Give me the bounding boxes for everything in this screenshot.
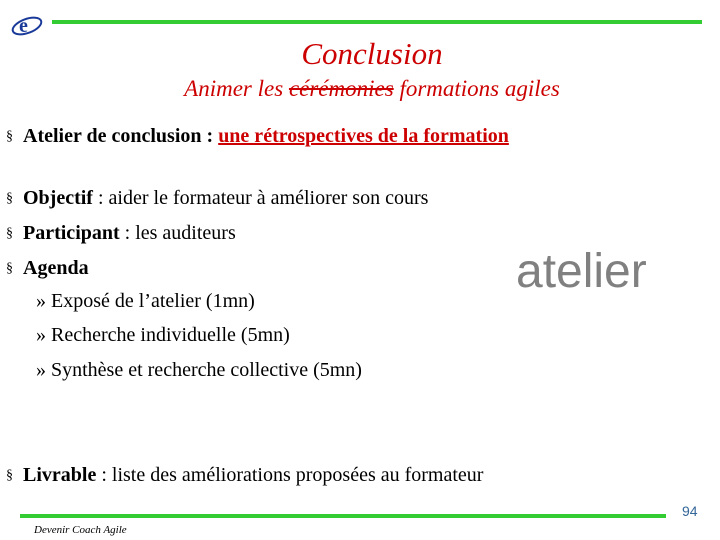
agenda-item-text: Recherche individuelle (5mn) [51,324,290,346]
bullet-participant [6,222,236,245]
objectif-label: Objectif [23,187,93,209]
bullet-atelier [6,125,509,148]
agenda-item-text: Synthèse et recherche collective (5mn) [51,359,362,381]
agenda-item [36,359,362,382]
bullet-icon: § [6,261,13,276]
agenda-item-text: Exposé de l’atelier (1mn) [51,290,255,312]
bullet-icon: § [6,191,13,206]
arrow-icon: » [36,290,46,312]
footer-text: Devenir Coach Agile [34,524,127,536]
atelier-word: atelier [516,245,647,298]
page-number: 94 [682,503,698,519]
bullet-objectif [6,187,428,210]
svg-text:e: e [19,15,28,37]
participant-label: Participant [23,222,120,244]
agenda-item [36,290,255,313]
bullet-agenda [6,257,89,280]
slide-subtitle [0,76,720,102]
objectif-text: : aider le formateur à améliorer son cours [92,187,429,209]
atelier-label: Atelier de conclusion [23,125,202,147]
agenda-label: Agenda [23,257,89,279]
bullet-icon: § [6,226,13,241]
arrow-icon: » [36,324,46,346]
top-divider [52,20,702,24]
livrable-label: Livrable [23,464,97,486]
bottom-divider [20,514,666,518]
arrow-icon: » [36,359,46,381]
slide-title: Conclusion [301,36,443,71]
bullet-icon: § [6,468,13,483]
livrable-text: : liste des améliorations proposées au formateur [96,464,484,486]
participant-text: : les auditeurs [119,222,236,244]
bullet-icon: § [6,129,13,144]
retrospective-link[interactable]: une rétrospectives de la formation [218,125,509,147]
bullet-livrable [6,464,483,487]
subtitle-suffix: formations agiles [393,76,560,101]
subtitle-prefix: Animer les [184,76,289,101]
subtitle-struck-word: cérémonies [288,76,394,101]
atelier-sep: : [201,125,219,147]
agenda-item [36,324,290,347]
